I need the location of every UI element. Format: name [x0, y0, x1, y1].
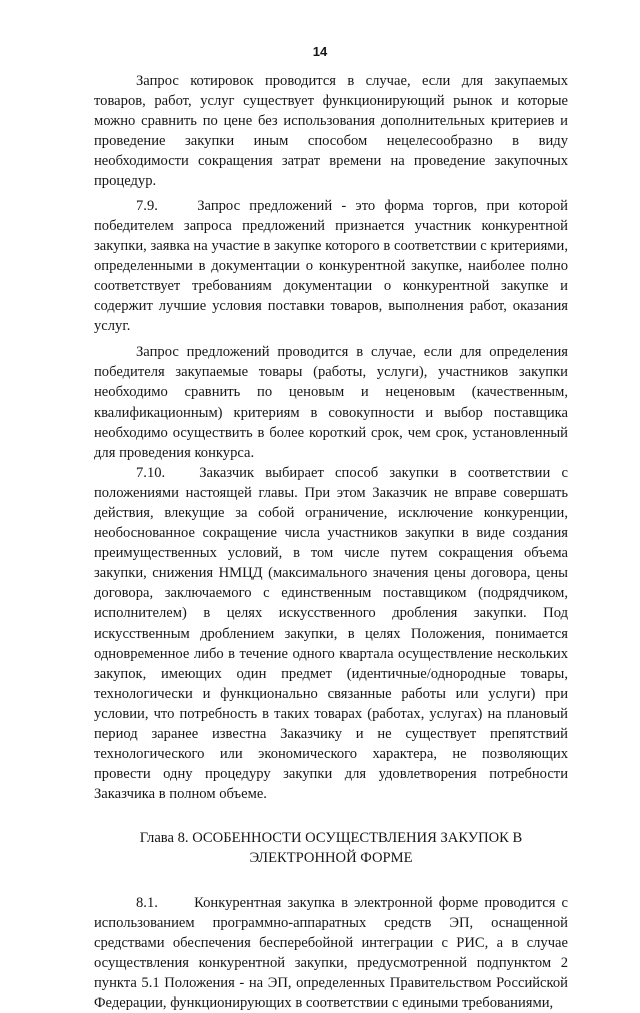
paragraph-request-for-proposals: [94, 342, 568, 463]
chapter-title: Глава 8. ОСОБЕННОСТИ ОСУЩЕСТВЛЕНИЯ ЗАКУПОК В ЭЛЕКТРОННОЙ ФОРМЕ: [139, 830, 523, 867]
paragraph-text: Запрос предложений - это форма торгов, при которой победителем запроса предложений признается участник конкурентной закупки, заявка на участие в закупке которого в соответствии с критериями, определенными в документации о конкурентной закупке, наиболее полно соответствует требованиям документации о конкурентной закупке и содержит лучшие условия поставки товаров, выполнения работ, оказания услуг.: [94, 197, 568, 335]
paragraph-text: Конкурентная закупка в электронной форме проводится с использованием программно-аппаратных средств ЭП, оснащенной средствами обеспечения бесперебойной интеграции с РИС, а в случае осуществления конкурентной закупки, предусмотренной подпунктом 2 пункта 5.1 Положения - на ЭП, определенных Правительством Российской Федерации, функционирующих в соответствии с едиными требованиями,: [94, 894, 568, 1012]
paragraph-number: 7.9.: [136, 197, 158, 214]
paragraph-number: 8.1.: [136, 894, 158, 911]
paragraph-text: Запрос котировок проводится в случае, если для закупаемых товаров, работ, услуг существует функционирующий рынок и которые можно сравнить по цене без использования дополнительных критериев и проведение закупки иным способом нецелесообразно в виду необходимости сокращения затрат времени на проведение закупочных процедур.: [94, 73, 568, 190]
paragraph-7-10: [94, 463, 568, 805]
paragraph-7-9: [94, 196, 568, 337]
paragraph-text: Заказчик выбирает способ закупки в соответствии с положениями настоящей главы. При этом Заказчик не вправе совершать действия, влекущие за собой ограничение, исключение конкуренции, необоснованное сокращение числа участников закупки в виде создания преимущественных условий, в том числе путем сокращения объема закупки, снижения НМЦД (максимального значения цены договора, цены договора, заключаемого с единственным поставщиком (подрядчиком, исполнителем) в целях искусственного дробления закупки. Под искусственным дроблением закупки, в целях Положения, понимается одновременное либо в течение одного квартала осуществление нескольких закупок, имеющих один предмет (идентичные/однородные товары, технологически и функционально связанные работы или услуги) при условии, что потребность в таких товарах (работах, услугах) на плановый период заранее известна Заказчику и не существует препятствий технологического или экономического характера, не позволяющих провести одну процедуру закупки для удовлетворения потребности Заказчика в полном объеме.: [94, 464, 568, 803]
paragraph-text: Запрос предложений проводится в случае, если для определения победителя закупаемые товары (работы, услуги), участников закупки необходимо сравнить по ценовым и неценовым (качественным, квалификационным) критериям в совокупности и выбор поставщика необходимо осуществить в более короткий срок, чем срок, установленный для проведения конкурса.: [94, 344, 568, 461]
paragraph-8-1: [94, 893, 568, 1013]
page-number: 14: [312, 44, 328, 59]
paragraph-number: 7.10.: [136, 464, 166, 481]
paragraph-request-for-quotations: [94, 71, 568, 192]
document-body: [94, 71, 568, 1013]
